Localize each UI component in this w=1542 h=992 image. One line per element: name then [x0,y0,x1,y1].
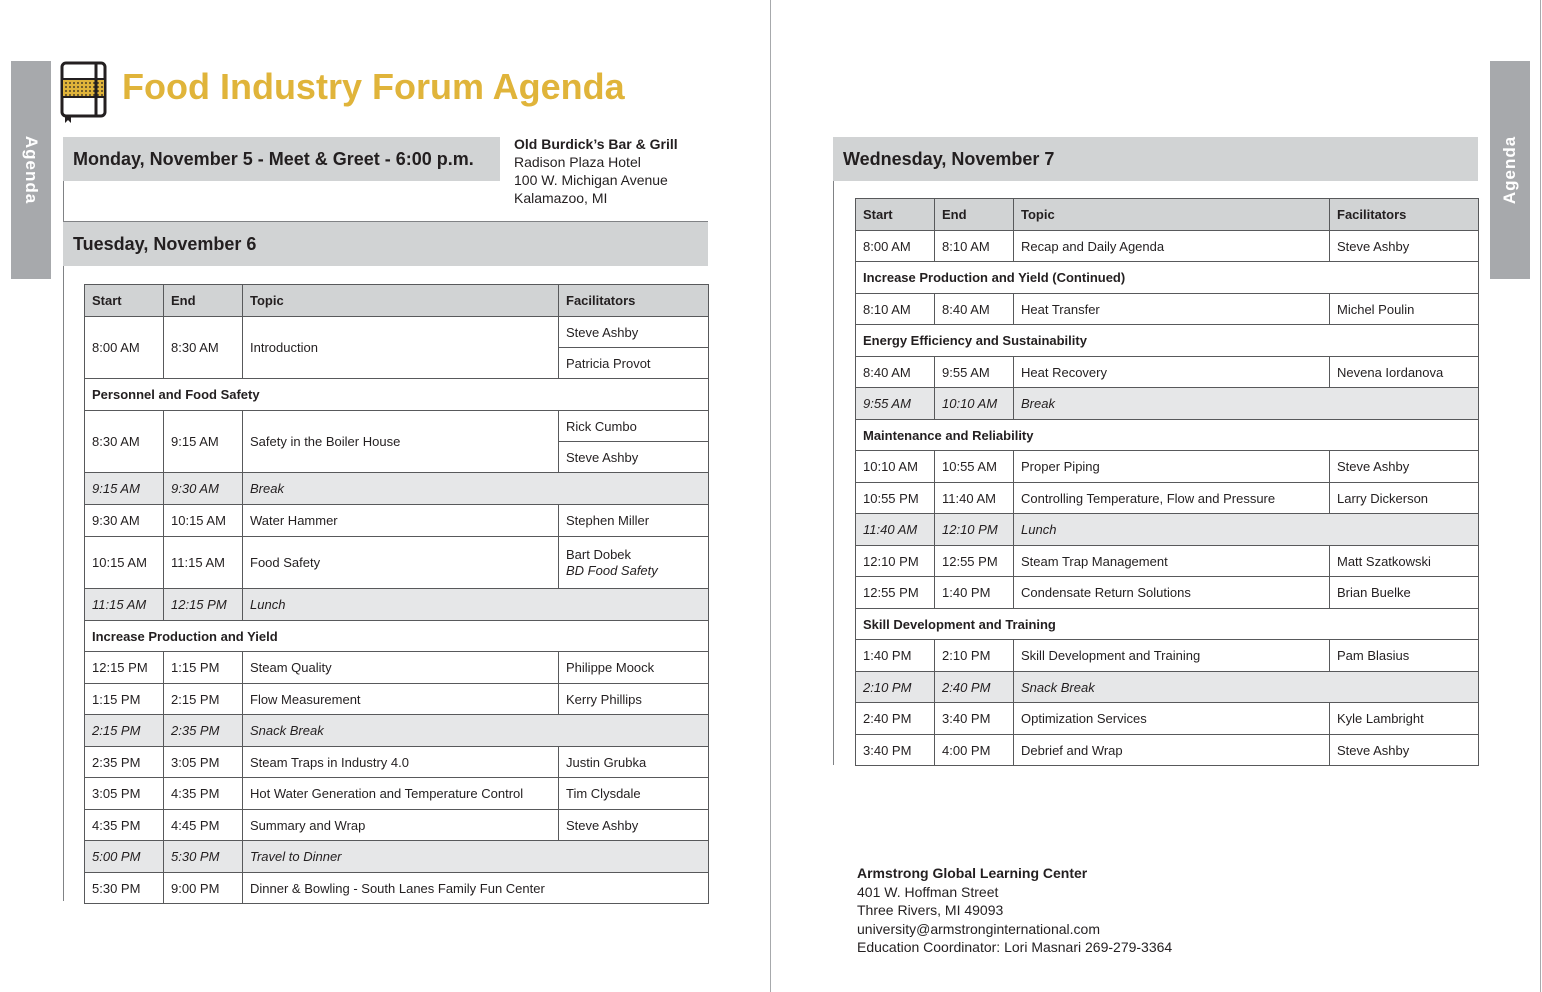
col-start-header: Start [85,285,164,317]
right-frame-line [833,181,834,765]
facilitator: Steve Ashby [1330,451,1479,483]
topic: Break [243,473,709,505]
start-time: 8:00 AM [85,317,164,379]
topic: Heat Transfer [1014,294,1330,325]
start-time: 10:15 AM [85,537,164,589]
end-time: 10:55 AM [935,451,1014,483]
end-time: 9:15 AM [164,411,243,473]
table-row [856,546,1479,577]
contact-name: Armstrong Global Learning Center [857,865,1088,881]
topic: Introduction [243,317,559,379]
end-time: 10:15 AM [164,505,243,537]
facilitator: Justin Grubka [559,747,709,778]
col-end-header: End [935,199,1014,231]
topic: Steam Quality [243,652,559,684]
break-row [85,589,709,621]
facilitator: Kyle Lambright [1330,703,1479,735]
col-start-header: Start [856,199,935,231]
facilitator: Nevena Iordanova [1330,357,1479,388]
venue-name: Old Burdick’s Bar & Grill [514,136,678,152]
topic: Dinner & Bowling - South Lanes Family Fun Center [243,873,709,904]
end-time: 4:00 PM [935,735,1014,766]
facilitator-cell [559,537,709,589]
start-time: 8:00 AM [856,231,935,262]
notebook-icon [60,61,108,125]
topic: Safety in the Boiler House [243,411,559,473]
table-row [856,483,1479,514]
end-time: 3:40 PM [935,703,1014,735]
start-time: 11:40 AM [856,514,935,546]
table-row [85,505,709,537]
facilitator: Rick Cumbo [559,411,709,442]
facilitator: Steve Ashby [559,317,709,348]
section-row [85,379,709,411]
start-time: 4:35 PM [85,810,164,841]
facilitator: Philippe Moock [559,652,709,684]
table-row [856,451,1479,483]
end-time: 8:30 AM [164,317,243,379]
section-label: Maintenance and Reliability [856,420,1479,451]
end-time: 4:35 PM [164,778,243,810]
topic: Condensate Return Solutions [1014,577,1330,609]
facilitator: Steve Ashby [1330,231,1479,262]
table-row [856,357,1479,388]
venue-line: Kalamazoo, MI [514,190,608,206]
end-time: 10:10 AM [935,388,1014,420]
facilitator: Pam Blasius [1330,640,1479,672]
table-header-row [85,285,709,317]
break-row [85,841,709,873]
facilitator: Kerry Phillips [559,684,709,715]
start-time: 8:40 AM [856,357,935,388]
facilitator: Tim Clysdale [559,778,709,810]
table-row [856,703,1479,735]
start-time: 1:15 PM [85,684,164,715]
start-time: 12:10 PM [856,546,935,577]
facilitator: Matt Szatkowski [1330,546,1479,577]
start-time: 2:10 PM [856,672,935,703]
end-time: 2:10 PM [935,640,1014,672]
break-row [85,715,709,747]
end-time: 12:55 PM [935,546,1014,577]
end-time: 8:40 AM [935,294,1014,325]
section-label: Increase Production and Yield [85,621,709,652]
topic: Travel to Dinner [243,841,709,873]
end-time: 9:00 PM [164,873,243,904]
section-row [856,262,1479,294]
facilitator-organization: BD Food Safety [566,562,658,578]
facilitator: Michel Poulin [1330,294,1479,325]
table-row [85,537,709,589]
table-row [85,778,709,810]
table-row [85,747,709,778]
end-time: 11:15 AM [164,537,243,589]
end-time: 4:45 PM [164,810,243,841]
topic: Snack Break [1014,672,1479,703]
start-time: 3:05 PM [85,778,164,810]
start-time: 9:30 AM [85,505,164,537]
table-row [85,652,709,684]
table-row [85,684,709,715]
start-time: 12:15 PM [85,652,164,684]
facilitator: Bart Dobek [566,546,632,562]
table-row [856,294,1479,325]
page-edge [1540,0,1541,992]
facilitator: Steve Ashby [559,810,709,841]
end-time: 2:15 PM [164,684,243,715]
topic: Hot Water Generation and Temperature Control [243,778,559,810]
section-row [856,420,1479,451]
section-row [856,609,1479,640]
start-time: 10:55 PM [856,483,935,514]
topic: Break [1014,388,1479,420]
facilitator: Larry Dickerson [1330,483,1479,514]
break-row [856,388,1479,420]
section-row [85,621,709,652]
side-tab-left [11,61,51,279]
facilitator: Stephen Miller [559,505,709,537]
end-time: 2:40 PM [935,672,1014,703]
venue-line: 100 W. Michigan Avenue [514,172,668,188]
start-time: 8:10 AM [856,294,935,325]
table-header-row [856,199,1479,231]
topic: Food Safety [243,537,559,589]
topic: Flow Measurement [243,684,559,715]
section-label: Skill Development and Training [856,609,1479,640]
end-time: 12:15 PM [164,589,243,621]
start-time: 3:40 PM [856,735,935,766]
col-topic-header: Topic [243,285,559,317]
start-time: 1:40 PM [856,640,935,672]
start-time: 5:00 PM [85,841,164,873]
table-row [85,411,709,442]
side-tab-right [1490,61,1530,279]
end-time: 9:55 AM [935,357,1014,388]
facilitator: Steve Ashby [1330,735,1479,766]
end-time: 3:05 PM [164,747,243,778]
start-time: 5:30 PM [85,873,164,904]
side-tab-label: Agenda [22,135,41,205]
section-label: Personnel and Food Safety [85,379,709,411]
table-row [856,640,1479,672]
facilitator: Brian Buelke [1330,577,1479,609]
table-row [856,577,1479,609]
section-row [856,325,1479,357]
topic: Steam Traps in Industry 4.0 [243,747,559,778]
table-row [856,231,1479,262]
start-time: 9:55 AM [856,388,935,420]
table-row [856,735,1479,766]
page-title: Food Industry Forum Agenda [122,66,625,107]
topic: Debrief and Wrap [1014,735,1330,766]
section-label: Increase Production and Yield (Continued) [856,262,1479,294]
contact-street: 401 W. Hoffman Street [857,883,999,900]
start-time: 9:15 AM [85,473,164,505]
topic: Proper Piping [1014,451,1330,483]
start-time: 12:55 PM [856,577,935,609]
contact-coordinator: Education Coordinator: Lori Masnari 269-279-3364 [857,939,1173,955]
table-row [85,317,709,348]
col-topic-header: Topic [1014,199,1330,231]
col-facilitators-header: Facilitators [1330,199,1479,231]
topic: Water Hammer [243,505,559,537]
facilitator: Patricia Provot [559,348,709,379]
end-time: 5:30 PM [164,841,243,873]
table-row [85,810,709,841]
topic: Recap and Daily Agenda [1014,231,1330,262]
contact-block [857,864,1172,957]
break-row [856,672,1479,703]
end-time: 2:35 PM [164,715,243,747]
contact-city: Three Rivers, MI 49093 [857,902,1004,918]
monday-heading: Monday, November 5 - Meet & Greet - 6:00 p.m. [63,137,500,181]
section-label: Energy Efficiency and Sustainability [856,325,1479,357]
topic: Steam Trap Management [1014,546,1330,577]
table-row [85,873,709,904]
end-time: 8:10 AM [935,231,1014,262]
left-frame-line [63,181,64,901]
wednesday-agenda-table [855,198,1479,766]
start-time: 2:15 PM [85,715,164,747]
monday-venue [514,135,678,207]
topic: Lunch [1014,514,1479,546]
break-row [85,473,709,505]
topic: Snack Break [243,715,709,747]
venue-line: Radison Plaza Hotel [514,154,641,170]
tuesday-agenda-table [84,284,709,904]
start-time: 8:30 AM [85,411,164,473]
end-time: 12:10 PM [935,514,1014,546]
col-end-header: End [164,285,243,317]
col-facilitators-header: Facilitators [559,285,709,317]
side-tab-label: Agenda [1500,135,1519,205]
contact-email[interactable]: university@armstronginternational.com [857,920,1100,937]
topic: Controlling Temperature, Flow and Pressure [1014,483,1330,514]
start-time: 2:35 PM [85,747,164,778]
topic: Summary and Wrap [243,810,559,841]
end-time: 1:15 PM [164,652,243,684]
end-time: 1:40 PM [935,577,1014,609]
start-time: 10:10 AM [856,451,935,483]
topic: Lunch [243,589,709,621]
break-row [856,514,1479,546]
end-time: 11:40 AM [935,483,1014,514]
topic: Optimization Services [1014,703,1330,735]
start-time: 11:15 AM [85,589,164,621]
end-time: 9:30 AM [164,473,243,505]
page-divider [770,0,771,992]
facilitator: Steve Ashby [559,442,709,473]
tuesday-heading: Tuesday, November 6 [63,222,708,266]
topic: Skill Development and Training [1014,640,1330,672]
topic: Heat Recovery [1014,357,1330,388]
wednesday-heading: Wednesday, November 7 [833,137,1478,181]
start-time: 2:40 PM [856,703,935,735]
